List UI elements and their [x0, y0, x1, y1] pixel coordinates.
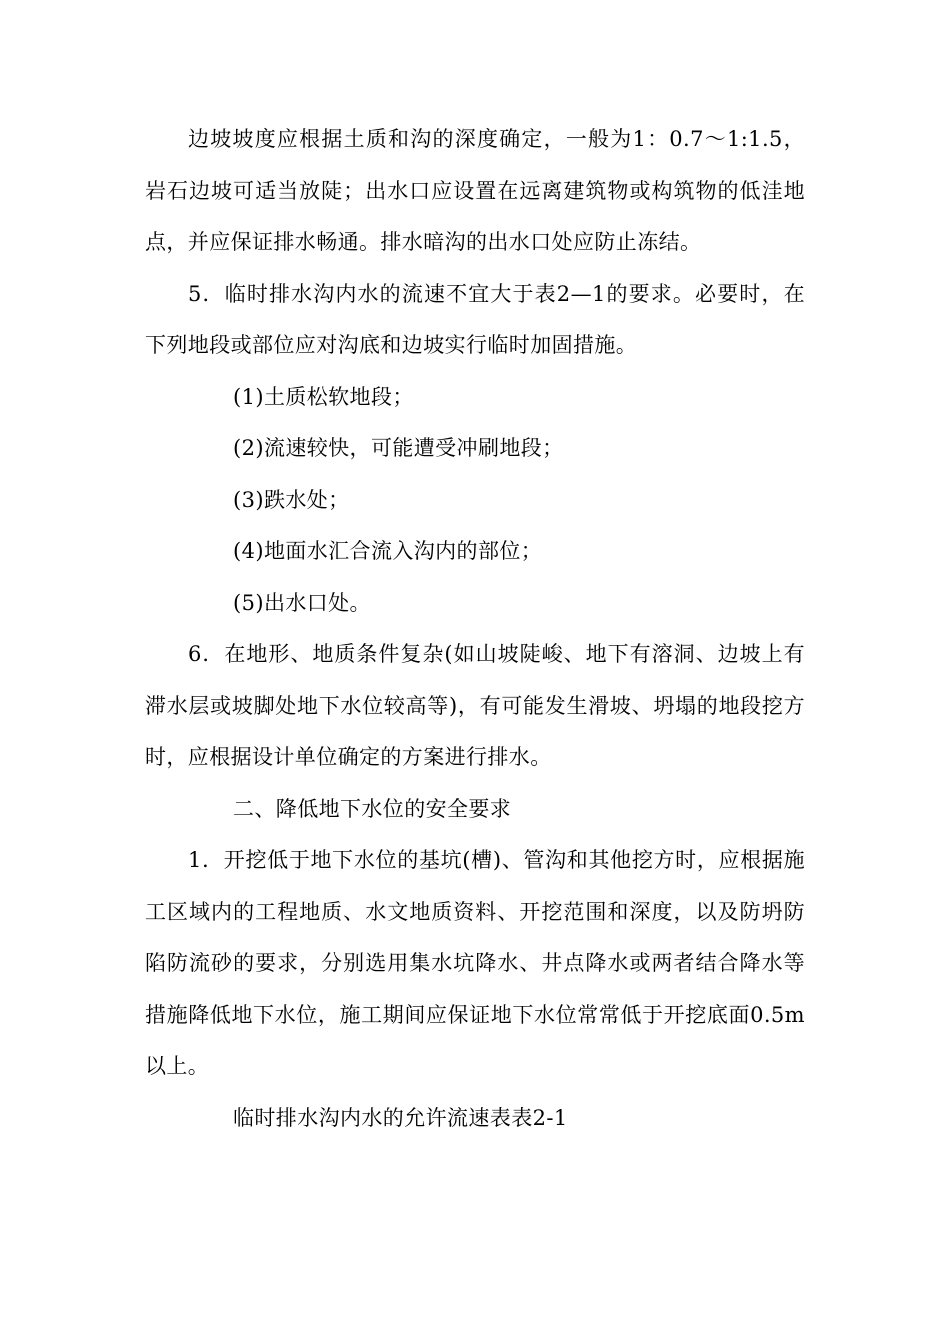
- section-heading: 二、降低地下水位的安全要求: [233, 796, 512, 821]
- paragraph-dewatering: 1．开挖低于地下水位的基坑(槽)、管沟和其他挖方时，应根据施工区域内的工程地质、水文地质资料、开挖范围和深度，以及防坍防陷防流砂的要求，分别选用集水坑降水、井点降水或两者结合降水等措施降低地下水位，施工期间应保证地下水位常常低于开挖底面0.5m以上。: [145, 848, 805, 1078]
- paragraph-slope-requirements: 边坡坡度应根据土质和沟的深度确定，一般为1：0.7～1:1.5，岩石边坡可适当放陡；出水口应设置在远离建筑物或构筑物的低洼地点，并应保证排水畅通。排水暗沟的出水口处应防止冻结。: [145, 127, 805, 254]
- paragraph-complex-terrain: 6．在地形、地质条件复杂(如山坡陡峻、地下有溶洞、边坡上有滞水层或坡脚处地下水位较高等)，有可能发生滑坡、坍塌的地段挖方时，应根据设计单位确定的方案进行排水。: [145, 642, 805, 769]
- list-item: (4)地面水汇合流入沟内的部位；: [233, 539, 543, 563]
- document-page: [145, 114, 805, 1144]
- list-item: (3)跌水处；: [233, 487, 350, 512]
- paragraph-flow-velocity: 5．临时排水沟内水的流速不宜大于表2—1的要求。必要时，在下列地段或部位应对沟底和边坡实行临时加固措施。: [145, 281, 805, 357]
- list-item: (1)土质松软地段；: [233, 384, 414, 409]
- table-caption: 临时排水沟内水的允许流速表表2-1: [233, 1105, 568, 1130]
- list-item: (5)出水口处。: [233, 590, 371, 615]
- list-item: (2)流速较快，可能遭受冲刷地段；: [233, 436, 564, 460]
